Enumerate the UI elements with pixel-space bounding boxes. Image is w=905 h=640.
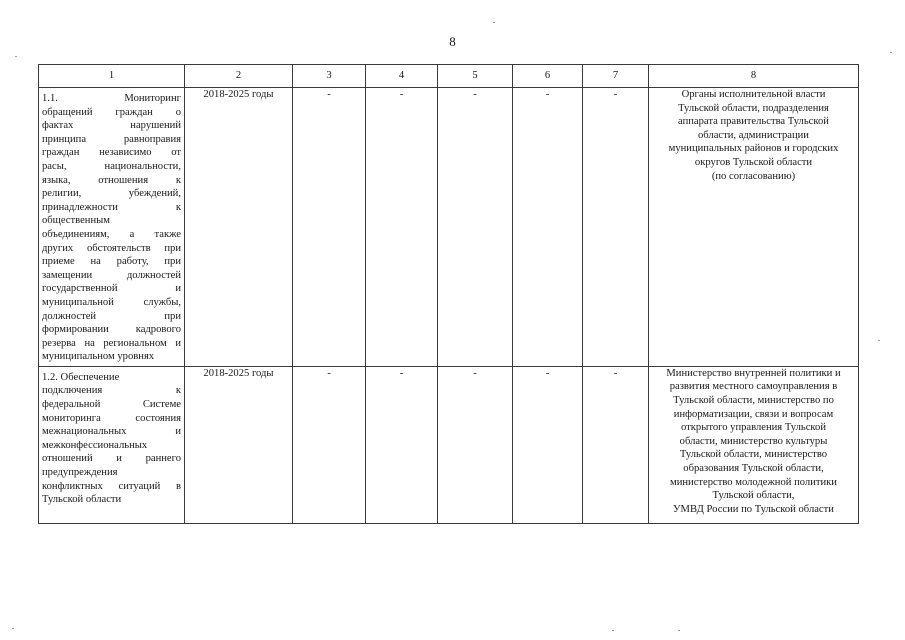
executor-text-line: Тульской области, xyxy=(712,490,795,502)
executor-cell xyxy=(649,88,859,367)
executor-text-line: муниципальных районов и городских xyxy=(668,143,839,155)
activity-text-line: религии, убеждений, xyxy=(42,188,181,200)
value-cell: - xyxy=(583,366,649,523)
activity-cell xyxy=(39,88,185,367)
executor-text-line: информатизации, связи и вопросам xyxy=(673,408,834,420)
scan-speck xyxy=(612,630,614,631)
value-cell: - xyxy=(366,366,438,523)
activity-text-line: отношений и раннего xyxy=(42,453,181,465)
activity-text-line: конфликтных ситуаций в xyxy=(42,480,181,492)
activity-text-line: муниципальном уровнях xyxy=(42,351,155,363)
executor-text-line: Тульской области, подразделения xyxy=(678,102,829,114)
activity-text-line: замещении должностей xyxy=(42,269,181,281)
activity-text-line: языка, отношения к xyxy=(42,174,181,186)
table-row xyxy=(39,366,859,523)
executor-text-line: (по согласованию) xyxy=(711,170,796,182)
executor-text-line: развития местного самоуправления в xyxy=(669,381,838,393)
activity-text-line: принадлежности к xyxy=(42,201,181,213)
activity-text-line: предупреждения xyxy=(42,467,118,479)
value-cell: - xyxy=(513,88,583,367)
period-cell: 2018-2025 годы xyxy=(185,366,293,523)
activity-text-line: общественным xyxy=(42,215,110,227)
activity-text-line: расы, национальности, xyxy=(42,160,181,172)
value-cell: - xyxy=(438,366,513,523)
activity-text-line: других обстоятельств при xyxy=(42,242,181,254)
value-cell: - xyxy=(583,88,649,367)
measures-table xyxy=(38,64,859,524)
activity-text-line: фактах нарушений xyxy=(42,120,181,132)
table-row xyxy=(39,88,859,367)
activity-text-line: мониторинга состояния xyxy=(42,412,181,424)
column-header: 2 xyxy=(185,65,293,88)
value-cell: - xyxy=(513,366,583,523)
column-header: 6 xyxy=(513,65,583,88)
activity-text-line: должностей при xyxy=(42,310,181,322)
executor-text-line: Тульской области, министерство xyxy=(679,449,828,461)
period-cell: 2018-2025 годы xyxy=(185,88,293,367)
scan-speck xyxy=(15,56,17,57)
activity-text-line: федеральной Системе xyxy=(42,399,181,411)
executor-text-line: округов Тульской области xyxy=(694,156,813,168)
executor-text-line: Тульской области, министерство по xyxy=(673,395,834,407)
activity-text-line: граждан независимо от xyxy=(42,147,181,159)
activity-text-line: приеме на работу, при xyxy=(42,256,181,268)
activity-text-line: резерва на региональном и xyxy=(42,337,181,349)
value-cell: - xyxy=(293,88,366,367)
column-header: 7 xyxy=(583,65,649,88)
activity-text-line: межконфессиональных xyxy=(42,439,148,451)
executor-text-line: УМВД России по Тульской области xyxy=(673,503,834,515)
column-header: 8 xyxy=(649,65,859,88)
activity-text-line: 1.1. Мониторинг xyxy=(42,93,181,104)
scan-speck xyxy=(678,630,680,631)
activity-text-line: межнациональных и xyxy=(42,426,181,438)
scan-speck xyxy=(878,340,880,341)
activity-cell xyxy=(39,366,185,523)
activity-text-line: объединениям, а также xyxy=(42,228,181,240)
executor-text-line: открытого управления Тульской xyxy=(680,422,826,434)
value-cell: - xyxy=(293,366,366,523)
activity-text-line: муниципальной службы, xyxy=(42,296,181,308)
activity-text-line: обращений граждан о xyxy=(42,106,181,118)
executor-text-line: области, администрации xyxy=(698,129,809,141)
executor-text-line: министерство молодежной политики xyxy=(670,476,837,488)
executor-cell xyxy=(649,366,859,523)
scan-speck xyxy=(890,52,892,53)
activity-text-line: государственной и xyxy=(42,283,181,295)
executor-text-line: Министерство внутренней политики и xyxy=(666,367,841,379)
column-header: 4 xyxy=(366,65,438,88)
executor-text-line: образования Тульской области, xyxy=(683,463,824,475)
executor-text-line: Органы исполнительной власти xyxy=(681,89,826,100)
column-header: 5 xyxy=(438,65,513,88)
activity-text-line: 1.2. Обеспечение xyxy=(42,371,120,383)
activity-text-line: формировании кадрового xyxy=(42,324,181,336)
executor-text-line: области, министерство культуры xyxy=(679,435,828,447)
executor-text-line: аппарата правительства Тульской xyxy=(678,116,829,128)
value-cell: - xyxy=(366,88,438,367)
column-header: 3 xyxy=(293,65,366,88)
activity-text-line: подключения к xyxy=(42,385,181,397)
table-header-row xyxy=(39,65,859,88)
page-number: 8 xyxy=(449,34,456,49)
scan-speck xyxy=(12,628,14,629)
activity-text-line: принципа равноправия xyxy=(42,133,181,145)
activity-text-line: Тульской области xyxy=(42,494,122,506)
scan-speck xyxy=(493,22,495,23)
column-header: 1 xyxy=(39,65,185,88)
value-cell: - xyxy=(438,88,513,367)
